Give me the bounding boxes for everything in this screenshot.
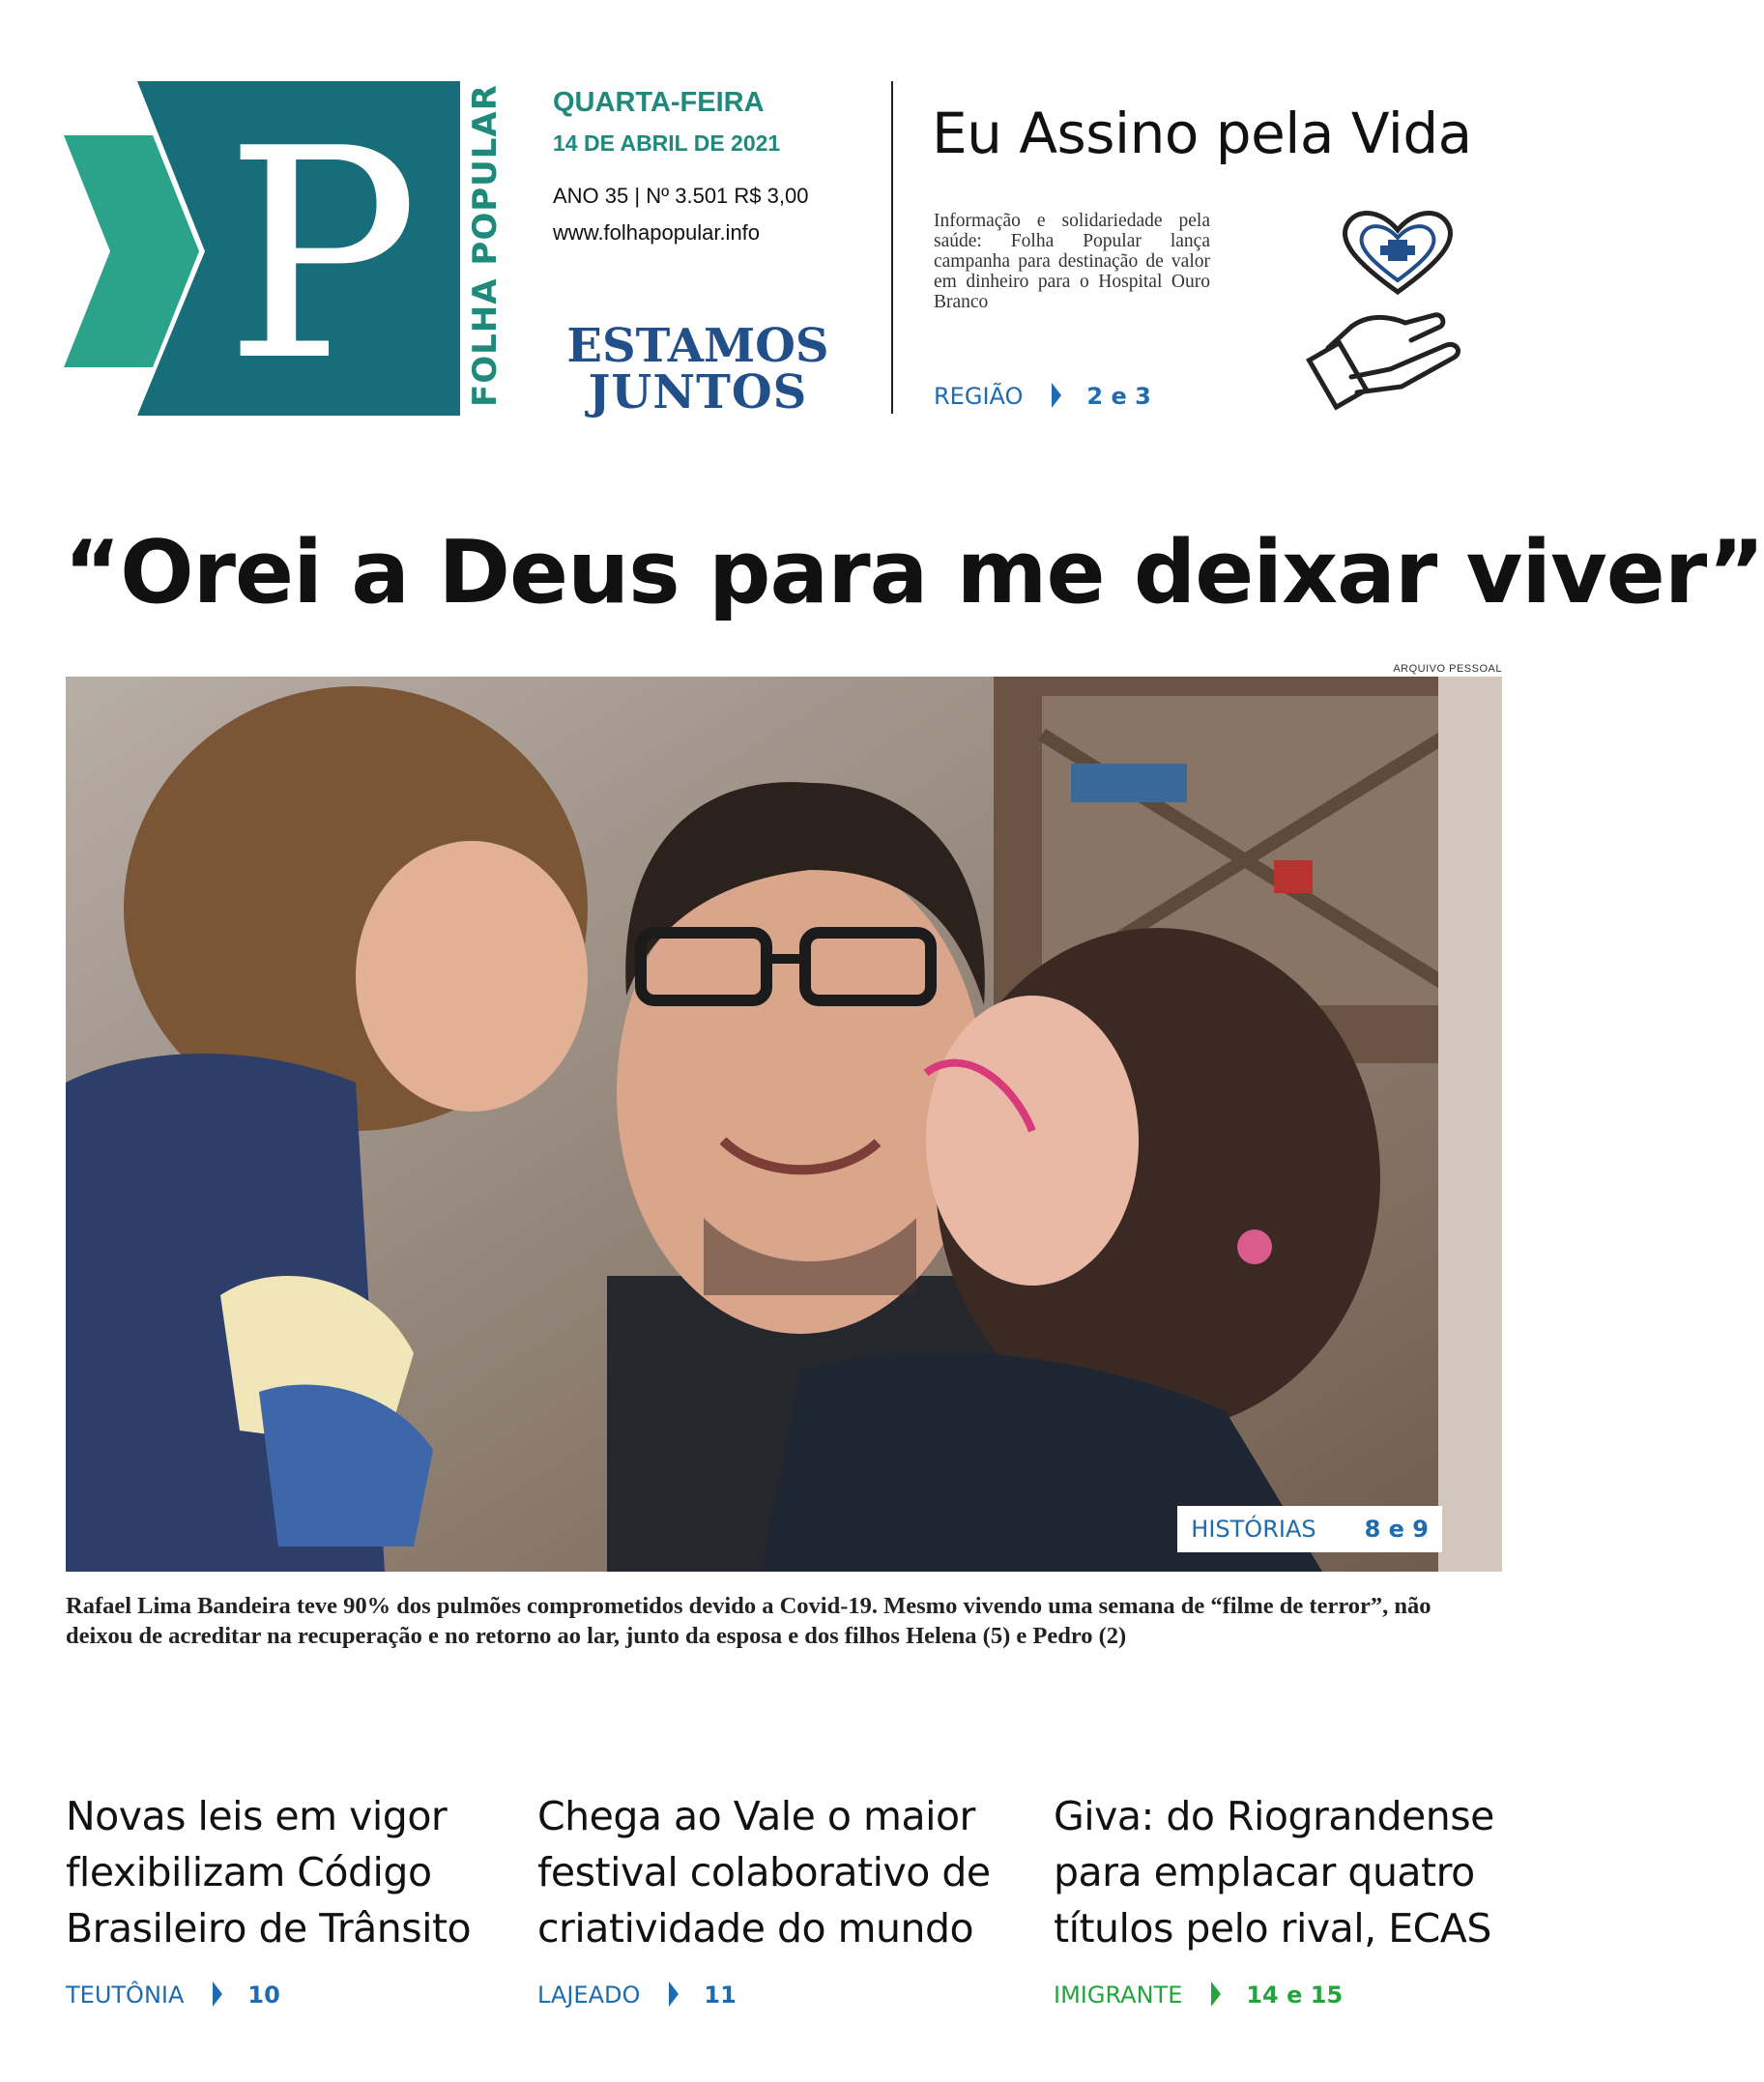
masthead-divider [891, 81, 893, 414]
campaign-badge [553, 319, 843, 419]
story-section: IMIGRANTE [1054, 1981, 1183, 2009]
histories-link[interactable] [1177, 1506, 1442, 1552]
histories-section: HISTÓRIAS [1191, 1516, 1316, 1543]
story-title: Giva: do Riograndense para emplacar quatro títulos pelo rival, ECAS [1054, 1793, 1494, 1952]
photo-credit: ARQUIVO PESSOAL [1393, 663, 1502, 675]
heart-in-hand-icon [1318, 203, 1477, 418]
story-title: Novas leis em vigor flexibilizam Código Brasileiro de Trânsito [66, 1793, 472, 1952]
story-pages: 10 [247, 1981, 280, 2009]
photo-illustration [66, 677, 1502, 1572]
story-section: LAJEADO [537, 1981, 641, 2009]
story-section: TEUTÔNIA [66, 1981, 185, 2009]
photo-caption: Rafael Lima Bandeira teve 90% dos pulmões comprometidos devido a Covid-19. Mesmo vivendo uma semana de “filme de terror”, não deixou de acreditar na recuperação e no retorno ao lar, junto da esposa e dos filhos Helena (5) e Pedro (2) [66, 1593, 1431, 1649]
main-headline[interactable]: “Orei a Deus para me deixar viver” [64, 522, 1764, 623]
region-section: REGIÃO [934, 383, 1024, 410]
story-imigrante[interactable] [1054, 1788, 1508, 2010]
story-lajeado[interactable] [537, 1788, 992, 2010]
arrow-right-icon [1052, 383, 1061, 408]
arrow-right-icon [213, 1981, 222, 2007]
histories-pages: 8 e 9 [1364, 1516, 1429, 1543]
story-pages: 14 e 15 [1246, 1981, 1344, 2009]
newspaper-logo[interactable] [64, 81, 528, 424]
story-section-link[interactable] [66, 1981, 510, 2010]
story-pages: 11 [704, 1981, 737, 2009]
logo-name: FOLHA POPULAR [466, 84, 505, 407]
region-link[interactable] [934, 383, 1151, 412]
edition-info [553, 87, 843, 246]
story-teutonia[interactable] [66, 1788, 510, 2010]
edition-weekday: QUARTA-FEIRA [553, 87, 765, 118]
campaign-badge-line2: JUNTOS [588, 365, 808, 419]
story-section-link[interactable] [537, 1981, 992, 2010]
logo-letter: P [224, 87, 419, 424]
campaign-text: Informação e solidariedade pela saúde: Folha Popular lança campanha para destinação de valor em dinheiro para o Hospital Ouro Branco [934, 211, 1210, 312]
region-pages: 2 e 3 [1086, 383, 1151, 410]
edition-date: 14 DE ABRIL DE 2021 [553, 130, 781, 156]
campaign-title[interactable]: Eu Assino pela Vida [932, 101, 1472, 166]
campaign-badge-line1: ESTAMOS [566, 319, 829, 373]
arrow-right-icon [1211, 1981, 1221, 2007]
story-title: Chega ao Vale o maior festival colaborativo de criatividade do mundo [537, 1793, 991, 1952]
main-photo[interactable] [66, 677, 1502, 1572]
arrow-right-icon [669, 1981, 679, 2007]
story-section-link[interactable] [1054, 1981, 1508, 2010]
website-link[interactable]: www.folhapopular.info [553, 220, 761, 245]
edition-issue: ANO 35 | Nº 3.501 R$ 3,00 [553, 184, 809, 208]
